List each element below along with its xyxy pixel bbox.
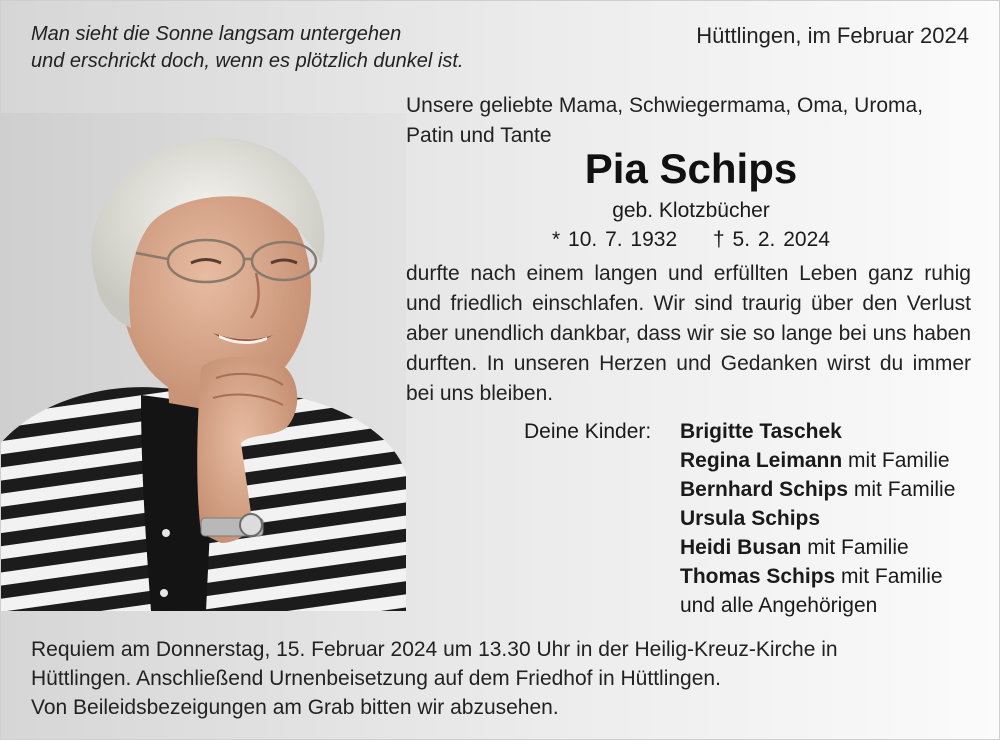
family-member — [680, 562, 955, 591]
family-member — [680, 475, 955, 504]
motto-line: Man sieht die Sonne langsam untergehen — [31, 23, 402, 45]
family-member — [680, 417, 955, 446]
member-suffix: mit Familie — [848, 478, 956, 501]
intro-line: Patin und Tante — [406, 124, 552, 147]
life-dates — [406, 226, 976, 254]
family-member — [680, 504, 955, 533]
member-name: Bernhard Schips — [680, 478, 849, 501]
family-member — [680, 446, 955, 475]
obituary-text: durfte nach einem langen und erfüllten Leben ganz ruhig und friedlich einschlafen. Wir sind traurig über den Verlust aber unendlich dankbar, dass wir sie so lange bei uns haben durften. In unseren Herzen und Gedanken wirst du immer bei uns bleiben. — [406, 262, 971, 405]
family-member — [680, 533, 955, 562]
member-name: Heidi Busan — [680, 536, 802, 559]
member-suffix: mit Familie — [842, 449, 950, 472]
family-list — [680, 417, 955, 620]
service-line: Requiem am Donnerstag, 15. Februar 2024 um 13.30 Uhr in der Heilig-Kreuz-Kirche in — [31, 638, 838, 661]
member-name: Brigitte Taschek — [680, 420, 842, 443]
service-info — [31, 635, 971, 722]
member-suffix: mit Familie — [835, 565, 943, 588]
family-closing: und alle Angehörigen — [680, 594, 878, 617]
motto-quote — [31, 21, 463, 75]
member-name: Regina Leimann — [680, 449, 843, 472]
member-suffix: mit Familie — [801, 536, 909, 559]
birth-date: * 10. 7. 1932 — [552, 228, 678, 251]
service-line: Hüttlingen. Anschließend Urnenbeisetzung auf dem Friedhof in Hüttlingen. — [31, 667, 721, 690]
service-line: Von Beileidsbezeigungen am Grab bitten wir abzusehen. — [31, 696, 559, 719]
death-date: † 5. 2. 2024 — [713, 228, 830, 251]
intro-line: Unsere geliebte Mama, Schwiegermama, Oma, Uroma, — [406, 94, 924, 117]
place-date: Hüttlingen, im Februar 2024 — [696, 23, 969, 48]
maiden-name: geb. Klotzbücher — [612, 199, 770, 222]
member-name: Thomas Schips — [680, 565, 836, 588]
deceased-name: Pia Schips — [584, 145, 798, 192]
member-name: Ursula Schips — [680, 507, 821, 530]
portrait-photo — [1, 113, 406, 611]
motto-line: und erschrickt doch, wenn es plötzlich dunkel ist. — [31, 50, 464, 72]
family-label: Deine Kinder: — [524, 420, 652, 443]
